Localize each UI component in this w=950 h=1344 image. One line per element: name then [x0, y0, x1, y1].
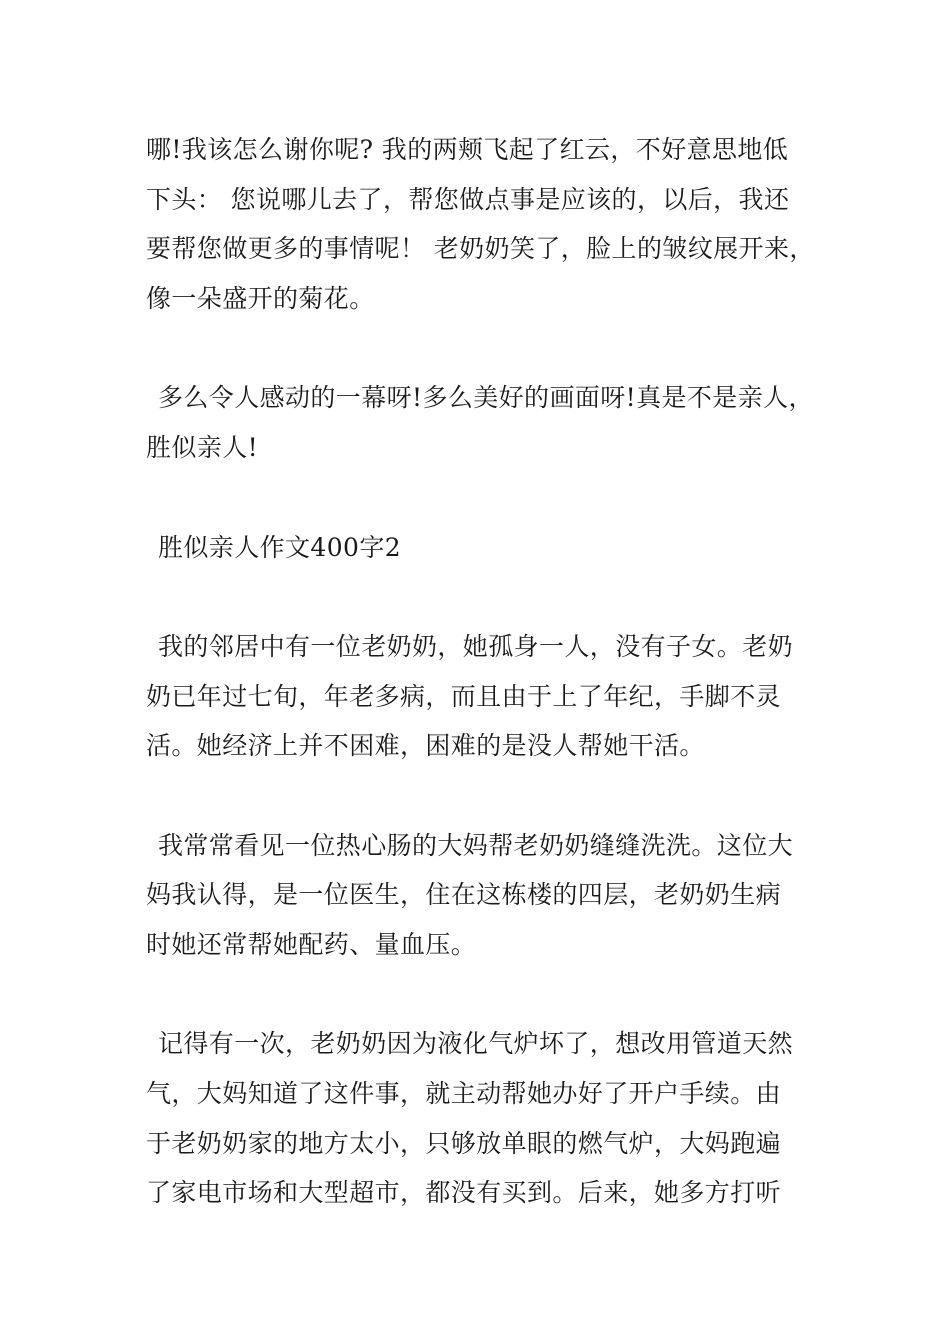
text-line: 我的邻居中有一位老奶奶，她孤身一人，没有子女。老奶 — [158, 632, 794, 661]
text-line: 妈我认得，是一位医生，住在这栋楼的四层，老奶奶生病 — [146, 880, 782, 909]
text-line: 时她还常帮她配药、量血压。 — [146, 930, 477, 959]
text-line: 记得有一次，老奶奶因为液化气炉坏了，想改用管道天然 — [158, 1029, 794, 1058]
text-line: 活。她经济上并不困难，困难的是没人帮她干活。 — [146, 731, 705, 760]
text-line: 像一朵盛开的菊花。 — [146, 284, 375, 313]
text-line: 奶已年过七旬，年老多病，而且由于上了年纪，手脚不灵 — [146, 682, 782, 711]
text-line: 我常常看见一位热心肠的大妈帮老奶奶缝缝洗洗。这位大 — [158, 831, 794, 860]
text-line: 哪!我该怎么谢你呢? 我的两颊飞起了红云，不好意思地低 — [146, 135, 789, 164]
text-line: 了家电市场和大型超市，都没有买到。后来，她多方打听 — [146, 1178, 782, 1207]
heading-text: 胜似亲人作文400字2 — [158, 533, 402, 562]
text-line: 要帮您做更多的事情呢！ 老奶奶笑了，脸上的皱纹展开来， — [146, 234, 815, 263]
text-line: 多么令人感动的一幕呀!多么美好的画面呀!真是不是亲人， — [158, 383, 814, 412]
text-line: 下头： 您说哪儿去了，帮您做点事是应该的，以后，我还 — [146, 185, 790, 214]
text-line: 于老奶奶家的地方太小，只够放单眼的燃气炉，大妈跑遍 — [146, 1129, 782, 1158]
text-line: 气，大妈知道了这件事，就主动帮她办好了开户手续。由 — [146, 1079, 782, 1108]
text-line: 胜似亲人! — [146, 433, 259, 462]
